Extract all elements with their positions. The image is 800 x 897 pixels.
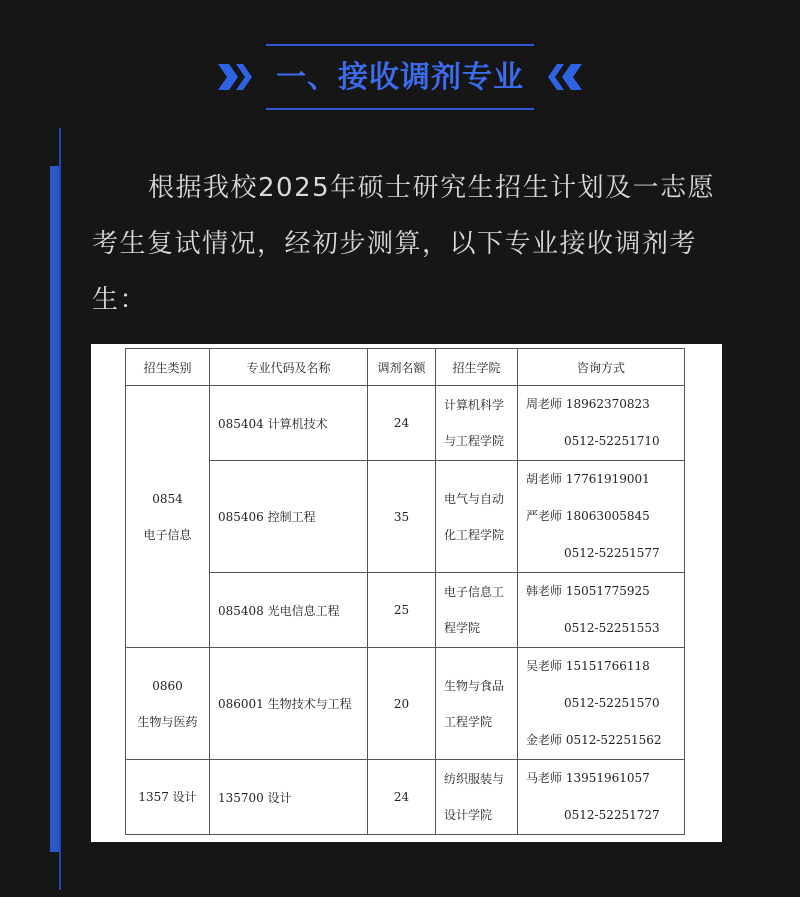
contact-cell [518, 648, 685, 760]
college-line: 化工程学院 [444, 527, 505, 542]
contact-cell [518, 461, 685, 573]
sidebar-rule [59, 128, 61, 890]
contact-cell [518, 386, 685, 461]
quota-cell: 25 [368, 573, 436, 648]
table-header-row [126, 349, 685, 386]
adjustment-table-card [91, 344, 722, 842]
contact-line: 0512-52251727 [564, 808, 660, 822]
contact-line: 金老师 0512-52251562 [526, 733, 662, 747]
contact-line: 0512-52251710 [564, 434, 660, 448]
header-quota: 调剂名额 [368, 349, 436, 386]
college-line: 计算机科学 [444, 398, 505, 412]
category-line: 0860 [152, 678, 183, 693]
sidebar-accent-bar [50, 166, 59, 852]
college-line: 纺织服装与 [444, 772, 505, 786]
contact-line: 周老师 18962370823 [526, 397, 650, 411]
table-body [126, 386, 685, 835]
table-row [126, 648, 685, 760]
contact-cell [518, 573, 685, 648]
contact-line: 0512-52251570 [564, 696, 660, 710]
college-line: 工程学院 [444, 714, 493, 729]
adjustment-table [125, 348, 685, 835]
contact-line: 胡老师 17761919001 [526, 472, 650, 486]
section-header [0, 0, 800, 120]
table-row [126, 760, 685, 835]
contact-line: 马老师 13951961057 [526, 771, 650, 785]
category-line: 1357 设计 [138, 790, 197, 804]
quota-cell: 24 [368, 386, 436, 461]
contact-cell [518, 760, 685, 835]
contact-line: 韩老师 15051775925 [526, 584, 650, 598]
category-line: 生物与医药 [137, 714, 198, 729]
header-contact: 咨询方式 [518, 349, 685, 386]
table-row [126, 386, 685, 461]
header-bottom-rule [266, 108, 534, 110]
contact-line: 吴老师 15151766118 [526, 659, 650, 673]
header-top-rule [266, 44, 534, 46]
college-line: 生物与食品 [444, 678, 505, 693]
quota-cell: 24 [368, 760, 436, 835]
section-title: 一、接收调剂专业 [276, 60, 524, 95]
college-cell [436, 386, 518, 461]
category-cell [126, 386, 210, 648]
major-cell: 085408 光电信息工程 [210, 573, 368, 648]
header-category: 招生类别 [126, 349, 210, 386]
quota-cell: 20 [368, 648, 436, 760]
major-cell: 085404 计算机技术 [210, 386, 368, 461]
intro-paragraph [92, 160, 732, 328]
contact-line: 0512-52251553 [564, 621, 660, 635]
college-cell [436, 461, 518, 573]
category-cell [126, 648, 210, 760]
table-row [126, 461, 685, 573]
intro-text: 根据我校2025年硕士研究生招生计划及一志愿考生复试情况，经初步测算，以下专业接收调剂考生： [92, 173, 716, 315]
college-line: 设计学院 [444, 808, 493, 822]
contact-line: 0512-52251577 [564, 546, 660, 560]
quota-cell: 35 [368, 461, 436, 573]
college-cell [436, 648, 518, 760]
major-cell: 086001 生物技术与工程 [210, 648, 368, 760]
college-cell [436, 760, 518, 835]
category-line: 电子信息 [143, 527, 192, 542]
college-cell [436, 573, 518, 648]
category-cell [126, 760, 210, 835]
double-chevron-right-icon [216, 62, 256, 92]
major-cell: 085406 控制工程 [210, 461, 368, 573]
double-chevron-left-icon [544, 62, 584, 92]
college-line: 电气与自动 [444, 491, 505, 506]
contact-line: 严老师 18063005845 [526, 509, 650, 523]
category-line: 0854 [152, 491, 183, 506]
major-cell: 135700 设计 [210, 760, 368, 835]
college-line: 电子信息工 [444, 585, 505, 599]
table-row [126, 573, 685, 648]
header-major: 专业代码及名称 [210, 349, 368, 386]
header-college: 招生学院 [436, 349, 518, 386]
college-line: 与工程学院 [444, 434, 505, 448]
college-line: 程学院 [444, 621, 481, 635]
